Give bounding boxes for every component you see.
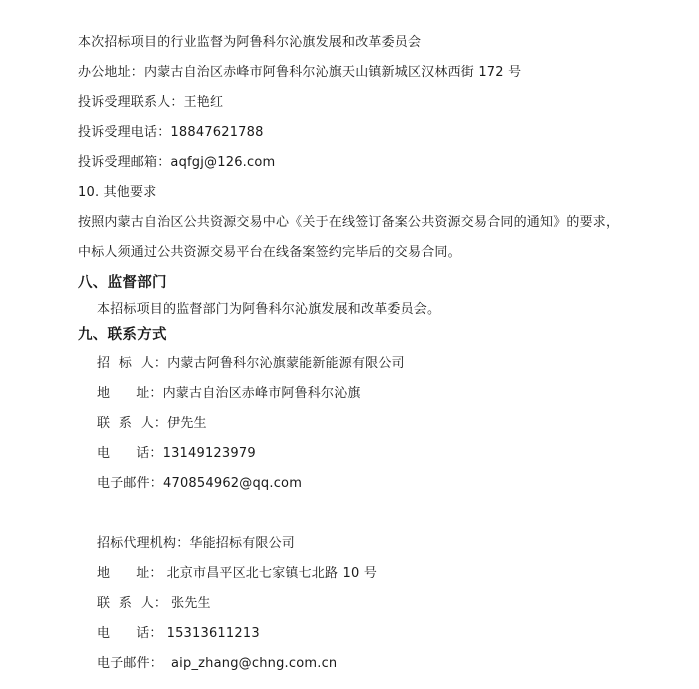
agency-address-value: 北京市昌平区北七家镇七北路 10 号 [166,566,378,581]
agency-phone-value: 15313611213 [166,626,260,641]
tenderer-name-row [97,356,405,372]
tenderer-contact-row [97,416,207,432]
agency-contact-label: 联 系 人： [97,596,168,611]
section-8-body: 本招标项目的监督部门为阿鲁科尔沁旗发展和改革委员会。 [97,302,441,317]
agency-email-value: aip_zhang@chng.com.cn [171,656,338,671]
agency-address-row [97,566,377,582]
agency-contact-value: 张先生 [171,596,211,611]
tenderer-name-value: 内蒙古阿鲁科尔沁旗蒙能新能源有限公司 [167,356,405,371]
supervision-industry-line: 本次招标项目的行业监督为阿鲁科尔沁旗发展和改革委员会 [78,35,422,50]
tenderer-email-row [97,476,302,492]
tenderer-email-label: 电子邮件： [97,476,164,491]
complaint-phone-line: 投诉受理电话：18847621788 [78,125,264,140]
tenderer-phone-label: 电 话： [97,446,163,461]
other-requirements-title: 10. 其他要求 [78,185,157,200]
section-8-heading: 八、监督部门 [78,275,167,291]
agency-contact-row [97,596,211,612]
tenderer-address-label: 地 址： [97,386,163,401]
requirement-paragraph-line-2: 中标人须通过公共资源交易平台在线备案签约完毕后的交易合同。 [78,245,461,260]
agency-address-label: 地 址： [97,566,163,581]
complaint-email-line: 投诉受理邮箱：aqfgj@126.com [78,155,276,170]
tenderer-email-value: 470854962@qq.com [163,476,303,491]
tenderer-address-value: 内蒙古自治区赤峰市阿鲁科尔沁旗 [162,386,361,401]
tenderer-contact-value: 伊先生 [167,416,207,431]
tenderer-name-label: 招 标 人： [97,356,168,371]
tenderer-phone-row [97,446,256,462]
complaint-contact-line: 投诉受理联系人：王艳红 [78,95,224,110]
tenderer-phone-value: 13149123979 [162,446,256,461]
tenderer-address-row [97,386,361,402]
requirement-paragraph-line-1: 按照内蒙古自治区公共资源交易中心《关于在线签订备案公共资源交易合同的通知》的要求， [78,215,620,230]
agency-email-label: 电子邮件： [97,656,164,671]
agency-email-row [97,656,337,672]
office-address-line: 办公地址：内蒙古自治区赤峰市阿鲁科尔沁旗天山镇新城区汉林西街 172 号 [78,65,522,80]
agency-name-line: 招标代理机构：华能招标有限公司 [97,536,296,551]
tenderer-contact-label: 联 系 人： [97,416,168,431]
section-9-heading: 九、联系方式 [78,327,167,343]
agency-phone-label: 电 话： [97,626,163,641]
agency-phone-row [97,626,260,642]
